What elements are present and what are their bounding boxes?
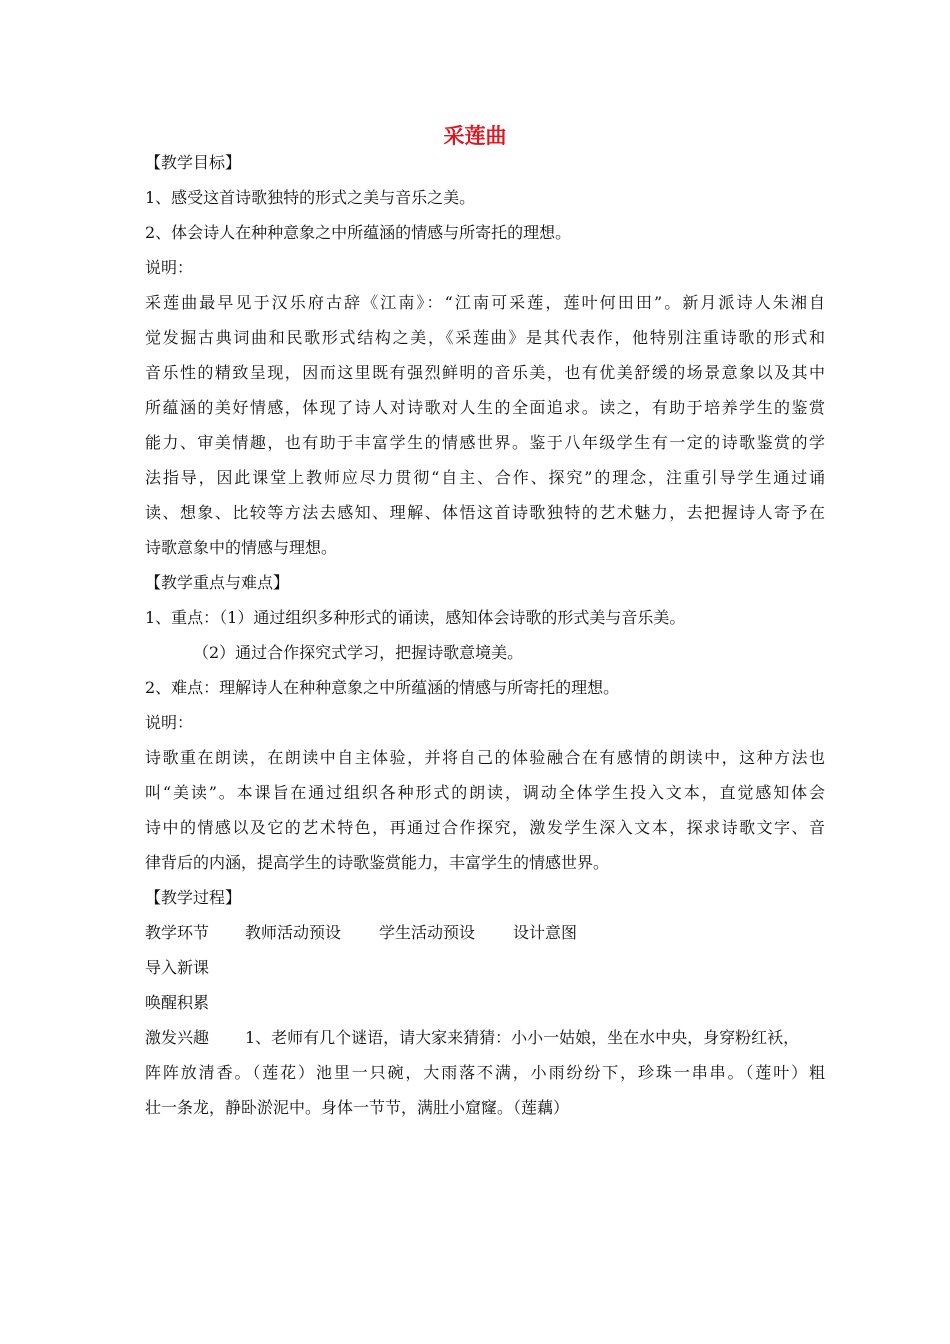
goals-note-line: 音乐性的精致呈现，因而这里既有强烈鲜明的音乐美，也有优美舒缓的场景意象以及其中 [145,363,825,382]
goals-note-label: 说明： [145,258,194,277]
activity-line: 1、老师有几个谜语，请大家来猜猜：小小一姑娘，坐在水中央，身穿粉红袄， [245,1028,800,1047]
goals-note-line: 读、想象、比较等方法去感知、理解、体悟这首诗歌独特的艺术魅力，去把握诗人寄予在 [145,503,825,522]
key-note-label: 说明： [145,713,194,732]
goals-note-line: 能力、审美情趣，也有助于丰富学生的情感世界。鉴于八年级学生有一定的诗歌鉴赏的学 [145,433,825,452]
key-item-focus-sub: （2）通过合作探究式学习，把握诗歌意境美。 [193,643,524,662]
key-note-line: 叫“美读”。本课旨在通过组织各种形式的朗读，调动全体学生投入文本，直觉感知体会 [145,783,825,802]
goals-note-line: 采莲曲最早见于汉乐府古辞《江南》：“江南可采莲，莲叶何田田”。新月派诗人朱湘自 [145,293,825,312]
column-intent: 设计意图 [513,923,578,942]
key-note-line: 律背后的内涵，提高学生的诗歌鉴赏能力，丰富学生的情感世界。 [145,853,610,872]
goal-item: 2、体会诗人在种种意象之中所蕴涵的情感与所寄托的理想。 [145,223,572,242]
goals-heading: 【教学目标】 [145,153,242,172]
stage-line: 激发兴趣 [145,1028,210,1047]
column-teacher: 教师活动预设 [245,923,342,942]
activity-line: 阵阵放清香。（莲花）池里一只碗，大雨落不满，小雨纷纷下，珍珠一串串。（莲叶）粗 [145,1063,825,1082]
document-title: 采莲曲 [443,123,507,148]
key-item-difficulty: 2、难点：理解诗人在种种意象之中所蕴涵的情感与所寄托的理想。 [145,678,620,697]
column-student: 学生活动预设 [379,923,476,942]
goals-note-line: 觉发掘古典词曲和民歌形式结构之美，《采莲曲》是其代表作，他特别注重诗歌的形式和 [145,328,825,347]
process-column-headers [145,922,825,944]
key-heading: 【教学重点与难点】 [145,573,290,592]
stage-activity-row [145,1027,825,1049]
goals-note-line: 所蕴涵的美好情感，体现了诗人对诗歌对人生的全面追求。读之，有助于培养学生的鉴赏 [145,398,825,417]
activity-line: 壮一条龙，静卧淤泥中。身体一节节，满肚小窟窿。（莲藕） [145,1098,570,1117]
stage-line: 唤醒积累 [145,993,210,1012]
key-note-line: 诗歌重在朗读，在朗读中自主体验，并将自己的体验融合在有感情的朗读中，这种方法也 [145,748,825,767]
goals-note-line: 诗歌意象中的情感与理想。 [145,538,338,557]
process-heading: 【教学过程】 [145,888,242,907]
goals-note-line: 法指导，因此课堂上教师应尽力贯彻“自主、合作、探究”的理念，注重引导学生通过诵 [145,468,825,487]
key-note-line: 诗中的情感以及它的艺术特色，再通过合作探究，激发学生深入文本，探求诗歌文字、音 [145,818,825,837]
stage-line: 导入新课 [145,958,210,977]
key-item-focus: 1、重点：（1）通过组织多种形式的诵读，感知体会诗歌的形式美与音乐美。 [145,608,686,627]
goal-item: 1、感受这首诗歌独特的形式之美与音乐之美。 [145,188,476,207]
column-stage: 教学环节 [145,923,210,942]
